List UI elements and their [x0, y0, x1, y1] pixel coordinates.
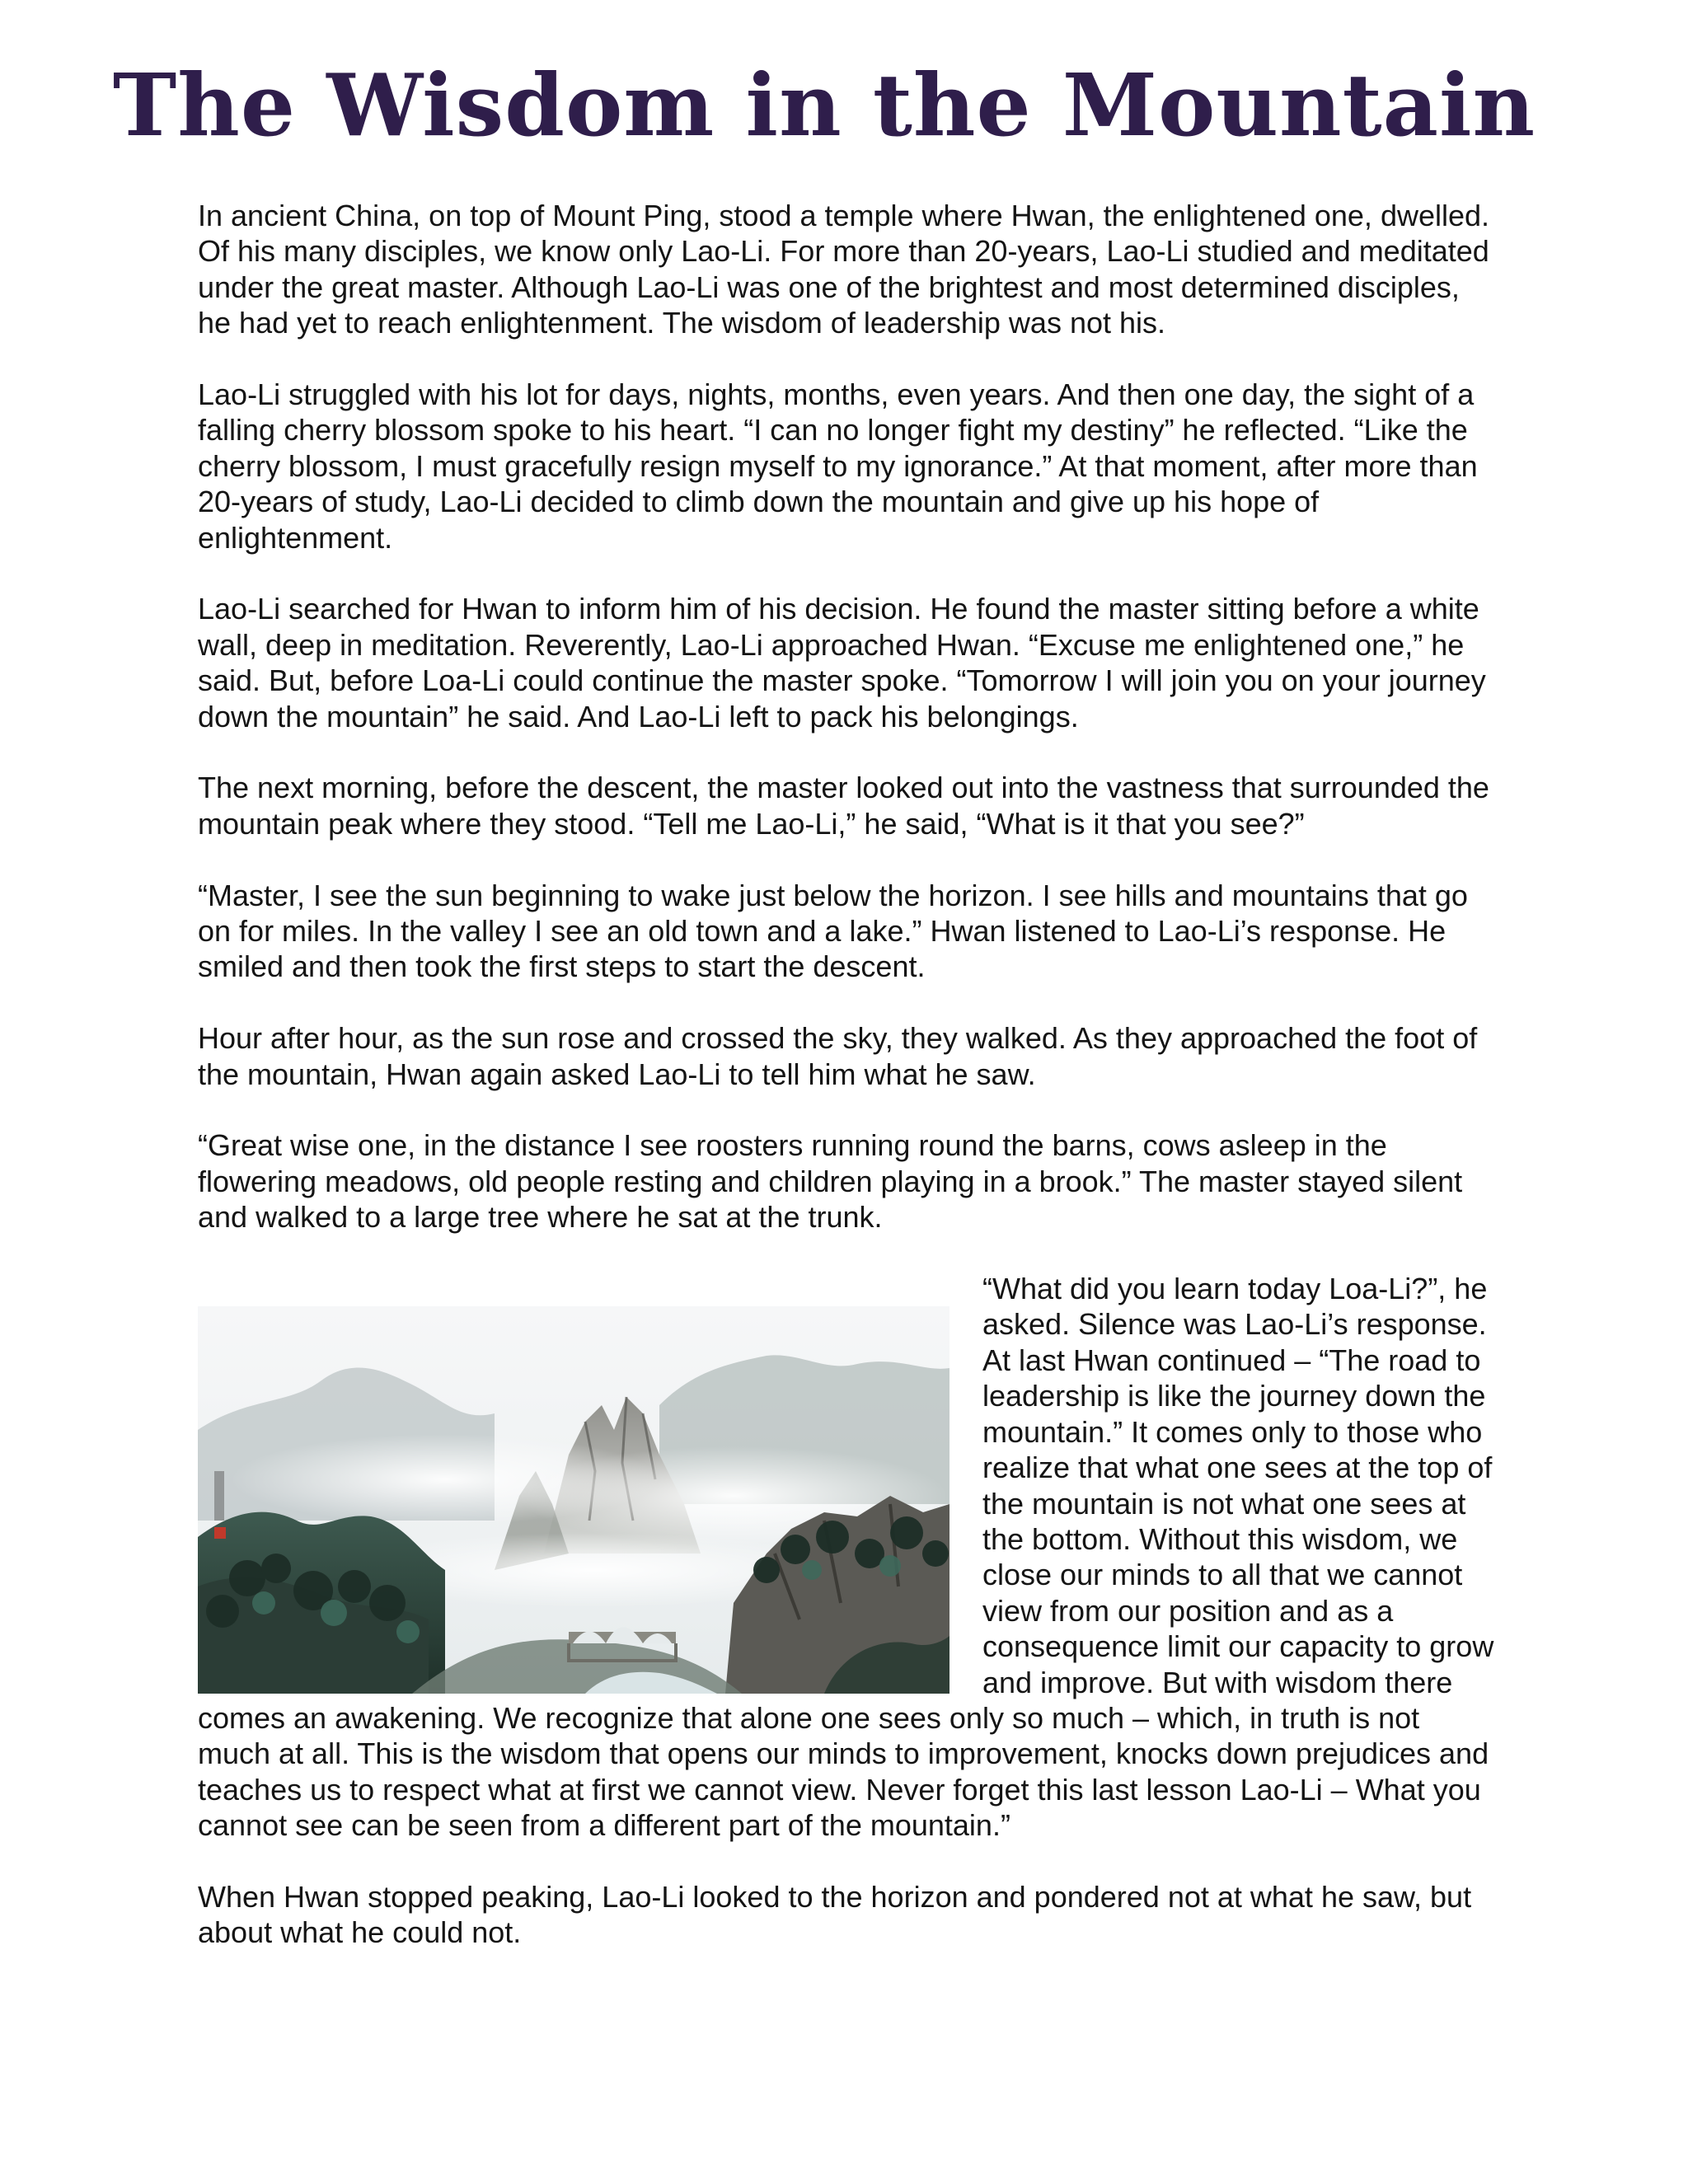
- document-title: The Wisdom in the Mountain: [112, 54, 1536, 156]
- paragraph-6: Hour after hour, as the sun rose and crossed the sky, they walked. As they approached the foot of the mountain, Hwan again asked Lao-Li to tell him what he saw.: [198, 1021, 1478, 1091]
- paragraph-7: “Great wise one, in the distance I see roosters running round the barns, cows asleep in the flowering meadows, old people resting and children playing in a brook.” The master stayed silent and walked to a large tree where he sat at the trunk.: [198, 1128, 1463, 1235]
- paragraph-9: When Hwan stopped peaking, Lao-Li looked to the horizon and pondered not at what he saw, but about what he could not.: [198, 1879, 1472, 1950]
- paragraph-3: Lao-Li searched for Hwan to inform him of his decision. He found the master sitting before a white wall, deep in meditation. Reverently, Lao-Li approached Hwan. “Excuse me enlightened one,” he said. But, before Loa-Li could continue the master spoke. “Tomorrow I will join you on your journey down the mountain” he said. And Lao-Li left to pack his belongings.: [198, 592, 1486, 733]
- mountain-landscape-painting: [198, 1306, 950, 1694]
- paragraph-2: Lao-Li struggled with his lot for days, nights, months, even years. And then one day, the sight of a falling cherry blossom spoke to his heart. “I can no longer fight my destiny” he reflected. “Like the cherry blossom, I must gracefully resign myself to my ignorance.” At that moment, after more than 20-years of study, Lao-Li decided to climb down the mountain and give up his hope of enlightenment.: [198, 377, 1478, 555]
- paragraph-4: The next morning, before the descent, the master looked out into the vastness that surrounded the mountain peak where they stood. “Tell me Lao-Li,” he said, “What is it that you see?”: [198, 771, 1489, 841]
- mountain-painting-illustration: [198, 1306, 950, 1694]
- paragraph-5: “Master, I see the sun beginning to wake just below the horizon. I see hills and mountains that go on for miles. In the valley I see an old town and a lake.” Hwan listened to Lao-Li’s response. He smiled and then took the first steps to start the descent.: [198, 878, 1468, 984]
- red-seal-stamp-icon: [214, 1471, 226, 1539]
- paragraph-8: “What did you learn today Loa-Li?”, he asked. Silence was Lao-Li’s response. At last Hwan continued – “The road to leadership is like the journey down the mountain.” It comes only to those who realize that what one sees at the top of the mountain is not what one sees at the bottom. Without this wisdom, we close our minds to all that we cannot view from our position and as a consequence limit our capacity to grow and improve. But with wisdom there comes an awakening. We recognize that alone one sees only so much – which, in truth is not much at all. This is the wisdom that opens our minds to improvement, knocks down prejudices and teaches us to respect what at first we cannot view. Never forget this last lesson Lao-Li – What you cannot see can be seen from a different part of the mountain.”: [198, 1272, 1494, 1843]
- paragraph-1: In ancient China, on top of Mount Ping, stood a temple where Hwan, the enlightened one, dwelled. Of his many disciples, we know only Lao-Li. For more than 20-years, Lao-Li studied and meditated under the great master. Although Lao-Li was one of the brightest and most determined disciples, he had yet to reach enlightenment. The wisdom of leadership was not his.: [198, 199, 1490, 340]
- story-body: [198, 198, 1500, 1986]
